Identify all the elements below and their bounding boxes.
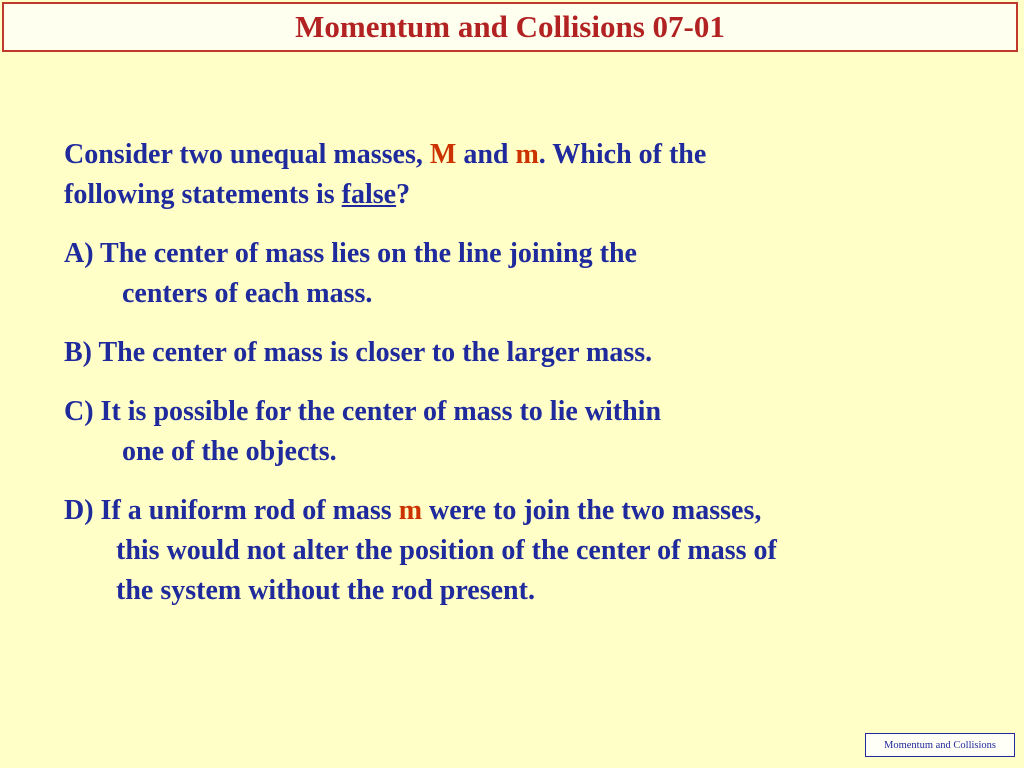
question-and: and bbox=[463, 139, 509, 170]
question-line2: following statements is bbox=[64, 179, 335, 210]
false-word: false bbox=[341, 179, 397, 210]
option-b-line1: B) The center of mass is closer to the larger mass. bbox=[64, 337, 653, 368]
option-b bbox=[64, 333, 964, 373]
option-c-line1: C) It is possible for the center of mass to lie within bbox=[64, 396, 662, 427]
slide-title: Momentum and Collisions 07-01 bbox=[295, 9, 725, 44]
question-part2: . Which of the bbox=[538, 139, 707, 170]
question-mark: ? bbox=[396, 179, 411, 210]
option-d bbox=[64, 491, 964, 611]
option-d-mass: m bbox=[398, 495, 423, 526]
option-a bbox=[64, 234, 964, 314]
question-text bbox=[64, 135, 964, 215]
option-c-line2: one of the objects. bbox=[122, 436, 337, 467]
slide-content bbox=[64, 135, 964, 630]
option-d-line1-post: were to join the two masses, bbox=[429, 495, 762, 526]
option-d-line2: this would not alter the position of the center of mass of bbox=[116, 535, 777, 566]
option-a-line2: centers of each mass. bbox=[122, 278, 373, 309]
option-c bbox=[64, 392, 964, 472]
option-d-line3: the system without the rod present. bbox=[116, 575, 535, 606]
option-a-line1: A) The center of mass lies on the line joining the bbox=[64, 238, 637, 269]
option-d-line1-pre: D) If a uniform rod of mass bbox=[64, 495, 392, 526]
slide-title-box bbox=[2, 2, 1018, 52]
mass-big-label: M bbox=[429, 139, 457, 170]
mass-small-label: m bbox=[515, 139, 539, 170]
footer-text: Momentum and Collisions bbox=[883, 739, 996, 751]
footer-box bbox=[865, 733, 1015, 757]
question-part1: Consider two unequal masses, bbox=[64, 139, 423, 170]
